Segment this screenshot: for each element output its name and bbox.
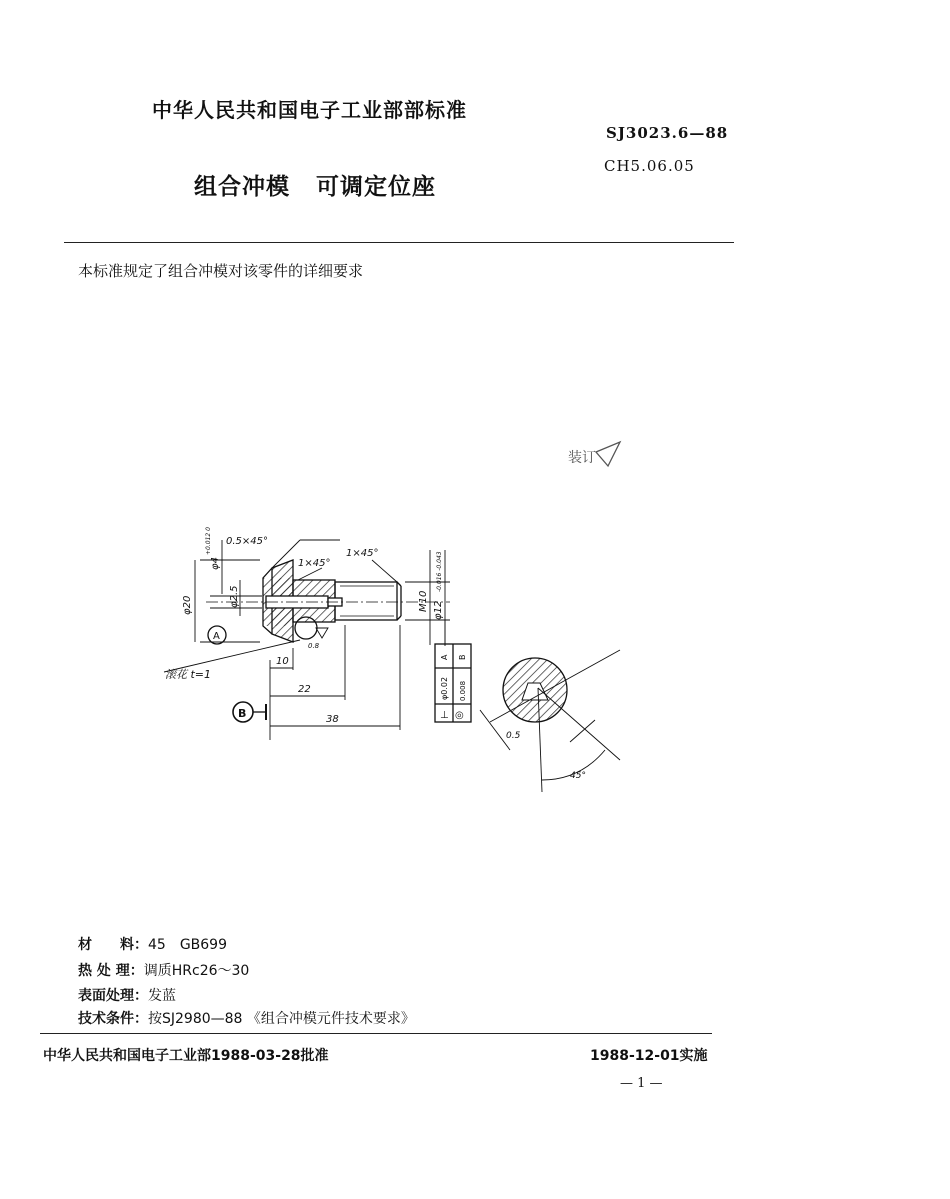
end-view-detail — [480, 650, 620, 792]
title-part-b: 可调定位座 — [316, 174, 436, 200]
chamfer-label-1: 0.5×45° — [226, 536, 269, 547]
tol-conc-symbol: ◎ — [455, 710, 464, 721]
spec-material — [78, 934, 227, 954]
tol-conc-ref: B — [458, 654, 467, 660]
datum-a-marker — [208, 626, 226, 644]
spec-key: 材 料： — [78, 937, 148, 953]
header-rule — [64, 242, 734, 243]
chamfer-label-3: 1×45° — [346, 548, 379, 559]
standard-code: SJ3023.6—88 — [606, 124, 729, 142]
effective-date: 1988-12-01实施 — [590, 1048, 708, 1064]
datum-a-letter: A — [213, 631, 220, 642]
standard-organization: 中华人民共和国电子工业部部标准 — [152, 98, 467, 122]
dia-small-tolerance: +0.012 0 — [205, 527, 212, 555]
tol-perp-symbol: ⊥ — [440, 710, 449, 721]
spec-value: 调质HRc26～30 — [143, 963, 250, 979]
roughness-label: 0.8 — [308, 642, 320, 650]
spec-key: 表面处理： — [78, 988, 148, 1004]
dia-12-label: φ12 — [433, 600, 444, 620]
dia-25-label: φ2.5 — [229, 585, 240, 608]
dia-small-label: φ4 — [210, 557, 221, 570]
title-part-a: 组合冲模 — [194, 174, 290, 200]
detail-angle-label: 45° — [570, 771, 586, 781]
spec-value: 45 GB699 — [148, 937, 227, 953]
spec-technical-conditions — [78, 1008, 415, 1028]
tol-conc-value: 0.008 — [459, 680, 467, 701]
dim-22-label: 22 — [298, 684, 311, 695]
footer-rule — [40, 1033, 712, 1034]
technical-drawing — [150, 420, 650, 810]
spec-key: 技术条件： — [78, 1011, 148, 1027]
datum-b-marker — [233, 702, 266, 722]
binding-stamp — [568, 442, 620, 466]
thread-label: M10 — [418, 590, 429, 612]
detail-dim-label: 0.5 — [506, 731, 521, 741]
roughness-symbol — [316, 628, 328, 638]
dia-12-tolerance: -0.016 -0.043 — [436, 551, 443, 592]
spec-value: 按SJ2980—88 《组合冲模元件技术要求》 — [148, 1011, 415, 1027]
standard-category-code: CH5.06.05 — [604, 157, 695, 175]
tol-perp-ref: A — [440, 654, 449, 660]
intro-text: 本标准规定了组合冲模对该零件的详细要求 — [78, 262, 364, 280]
chamfer-label-2: 1×45° — [298, 558, 331, 569]
page-number: — 1 — — [620, 1076, 663, 1091]
dimension-labels — [165, 527, 444, 725]
spec-heat-treatment — [78, 960, 249, 980]
tol-perp-value: φ0.02 — [440, 676, 449, 700]
document-title — [194, 168, 436, 201]
tolerance-frame — [435, 620, 471, 722]
knurl-label: 滚花 t=1 — [165, 668, 212, 681]
dim-38-label: 38 — [326, 714, 339, 725]
part-side-view — [206, 560, 450, 642]
datum-b-letter: B — [238, 707, 247, 720]
dim-10-label: 10 — [276, 656, 289, 667]
spec-surface-treatment — [78, 985, 176, 1005]
dia-20-label: φ20 — [182, 595, 193, 615]
approval-date: 中华人民共和国电子工业部1988-03-28批准 — [43, 1048, 329, 1064]
dimensions — [164, 540, 450, 740]
spec-key: 热 处 理： — [78, 963, 144, 979]
stamp-text: 装订 — [568, 450, 596, 466]
spec-value: 发蓝 — [148, 988, 176, 1004]
